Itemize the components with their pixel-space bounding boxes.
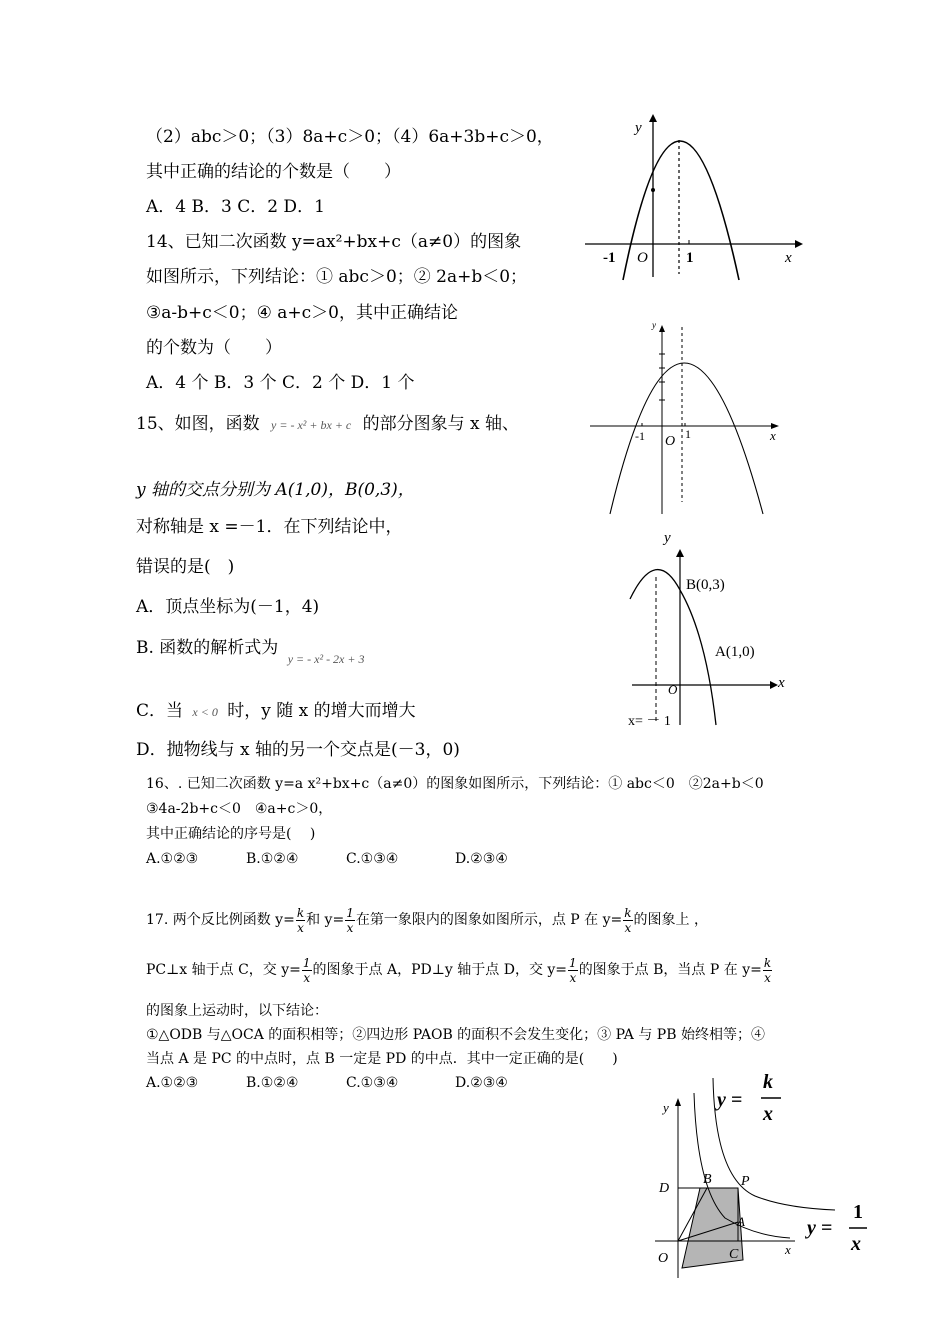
numerator: k <box>624 905 632 920</box>
x-label: x <box>778 675 785 691</box>
x-label: x <box>770 428 776 443</box>
q15-line3: 对称轴是 x =－1．在下列结论中， <box>136 517 403 537</box>
numerator: 1 <box>569 955 577 970</box>
q14-line3: ③a-b+c＜0；④ a+c＞0，其中正确结论 <box>146 303 458 323</box>
q17-l2b: 的图象于点 A，PD⊥y 轴于点 D，交 y= <box>312 962 568 978</box>
q17-l2c: 的图象于点 B，当点 P 在 y= <box>578 962 762 978</box>
q16-option-d: D.②③④ <box>455 851 508 867</box>
q16-option-c: C.①③④ <box>346 851 399 867</box>
q15-option-c <box>136 700 416 723</box>
q17-l1a: 17. 两个反比例函数 y= <box>146 912 295 928</box>
figure-reciprocal-functions <box>645 1068 875 1283</box>
origin-label: O <box>668 682 678 697</box>
q14-line2: 如图所示，下列结论：① abc＞0；② 2a+b＜0； <box>146 267 528 287</box>
q17-l1c: 在第一象限内的图象如图所示，点 P 在 y= <box>355 912 623 928</box>
label-x: x <box>763 1103 773 1125</box>
figure-parabola-2 <box>585 322 785 517</box>
q15-option-c-text: 时，y 随 x 的增大而增大 <box>227 701 416 721</box>
point-c-label: C <box>729 1247 739 1262</box>
q17-option-c: C.①③④ <box>346 1075 399 1091</box>
label-y-equals-1-over-x: y = <box>807 1217 833 1239</box>
q15-prefix: 15、如图，函数 <box>136 414 260 434</box>
point-p-label: P <box>741 1174 750 1189</box>
frac-k-over-x <box>763 956 772 985</box>
x-axis-arrow <box>770 681 778 689</box>
origin-label: O <box>658 1251 669 1266</box>
q15-line2: y 轴的交点分别为 A(1,0)，B(0,3)， <box>136 480 415 500</box>
q17-l1b: 和 y= <box>306 912 345 928</box>
label-1: 1 <box>853 1201 863 1223</box>
tick-label-neg1: -1 <box>603 250 616 266</box>
denominator: x <box>297 920 304 935</box>
x-label: x <box>785 1242 791 1257</box>
q17-line5: 当点 A 是 PC 的中点时，点 B 一定是 PD 的中点．其中一定正确的是( ) <box>146 1051 618 1067</box>
point-b-label: B <box>703 1172 712 1187</box>
q15-option-a: A．顶点坐标为(－1，4) <box>136 597 320 617</box>
y-axis-arrow <box>649 114 657 122</box>
denominator: x <box>346 920 354 935</box>
q17-l2a: PC⊥x 轴于点 C，交 y= <box>146 962 301 978</box>
tick-label-1: 1 <box>685 427 691 441</box>
point-d-label: D <box>659 1181 670 1196</box>
q17-line4: ①△ODB 与△OCA 的面积相等；②四边形 PAOB 的面积不会发生变化；③ PA 与 PB 始终相等；④ <box>146 1027 765 1043</box>
q13-line2: 其中正确的结论的个数是（ ） <box>146 162 401 182</box>
numerator: k <box>296 905 305 920</box>
y-label: y <box>635 120 642 136</box>
q16-line2: ③4a-2b+c＜0 ④a+c＞0， <box>146 801 333 817</box>
tick-label-neg1: -1 <box>635 429 645 443</box>
frac-1-over-x <box>345 906 355 935</box>
origin-label: O <box>637 250 648 266</box>
denominator: x <box>764 970 771 985</box>
q15-option-b-label: B. 函数的解析式为 <box>136 638 279 658</box>
q15-option-c-formula: x < 0 <box>192 705 218 719</box>
denominator: x <box>569 970 577 985</box>
q15-option-b-formula: y = - x² - 2x + 3 <box>287 652 365 666</box>
q17-line2 <box>146 955 773 985</box>
q15-line1 <box>136 413 519 436</box>
q15-option-b <box>136 637 365 666</box>
q16-line3: 其中正确结论的序号是( ) <box>146 826 316 842</box>
figure-parabola-1 <box>585 112 800 282</box>
label-y-equals-k-over-x: y = <box>717 1089 743 1111</box>
q17-l1d: 的图象上 ， <box>633 912 708 928</box>
q14-options: A．4 个 B．3 个 C．2 个 D．1 个 <box>146 373 415 393</box>
y-intercept-point <box>651 188 655 192</box>
q13-line1: （2）abc＞0；（3）8a+c＞0；（4）6a+3b+c＞0， <box>146 127 554 147</box>
q17-option-b: B.①②④ <box>246 1075 299 1091</box>
figure-parabola-3 <box>620 525 795 735</box>
frac-1-over-x <box>568 956 578 985</box>
axis-label: x= － 1 <box>628 714 671 729</box>
q15-option-c-label: C．当 <box>136 701 184 721</box>
tick-label-1: 1 <box>686 250 694 266</box>
x-label: x <box>785 250 792 266</box>
q15-option-d: D．抛物线与 x 轴的另一个交点是(－3，0) <box>136 740 460 760</box>
q16-line1: 16、. 已知二次函数 y=a x²+bx+c（a≠0）的图象如图所示，下列结论：① abc＜0 ②2a+b＜0 <box>146 776 764 792</box>
q17-line3: 的图象上运动时，以下结论： <box>146 1003 328 1019</box>
frac-k-over-x <box>296 906 305 935</box>
y-label: y <box>652 320 656 330</box>
numerator: k <box>763 955 772 970</box>
q17-option-d: D.②③④ <box>455 1075 508 1091</box>
q15-line4: 错误的是( ) <box>136 557 235 577</box>
q15-formula: y = - x² + bx + c <box>271 418 352 432</box>
frac-1-over-x <box>302 956 312 985</box>
q17-line1 <box>146 905 708 935</box>
q13-options: A．4 B．3 C．2 D．1 <box>146 197 325 217</box>
point-a-label: A <box>737 1214 745 1229</box>
point-b-label: B(0,3) <box>686 577 725 593</box>
x-axis-arrow <box>795 240 803 248</box>
numerator: 1 <box>346 905 354 920</box>
label-x: x <box>851 1233 861 1255</box>
y-axis-arrow <box>676 549 684 557</box>
q16-option-b: B.①②④ <box>246 851 299 867</box>
point-a-label: A(1,0) <box>715 644 755 660</box>
origin-label: O <box>665 434 676 449</box>
y-label: y <box>664 530 671 546</box>
q16-option-a: A.①②③ <box>146 851 199 867</box>
denominator: x <box>624 920 632 935</box>
frac-k-over-x <box>623 906 632 935</box>
q14-line1: 14、已知二次函数 y=ax²+bx+c（a≠0）的图象 <box>146 232 522 252</box>
y-axis-arrow <box>675 1098 681 1106</box>
q15-suffix: 的部分图象与 x 轴、 <box>362 414 520 434</box>
q17-option-a: A.①②③ <box>146 1075 199 1091</box>
q14-line4: 的个数为（ ） <box>146 338 282 358</box>
y-label: y <box>663 1100 669 1115</box>
y-axis-arrow <box>659 325 665 332</box>
label-k: k <box>763 1071 773 1093</box>
denominator: x <box>303 970 311 985</box>
numerator: 1 <box>302 955 311 970</box>
